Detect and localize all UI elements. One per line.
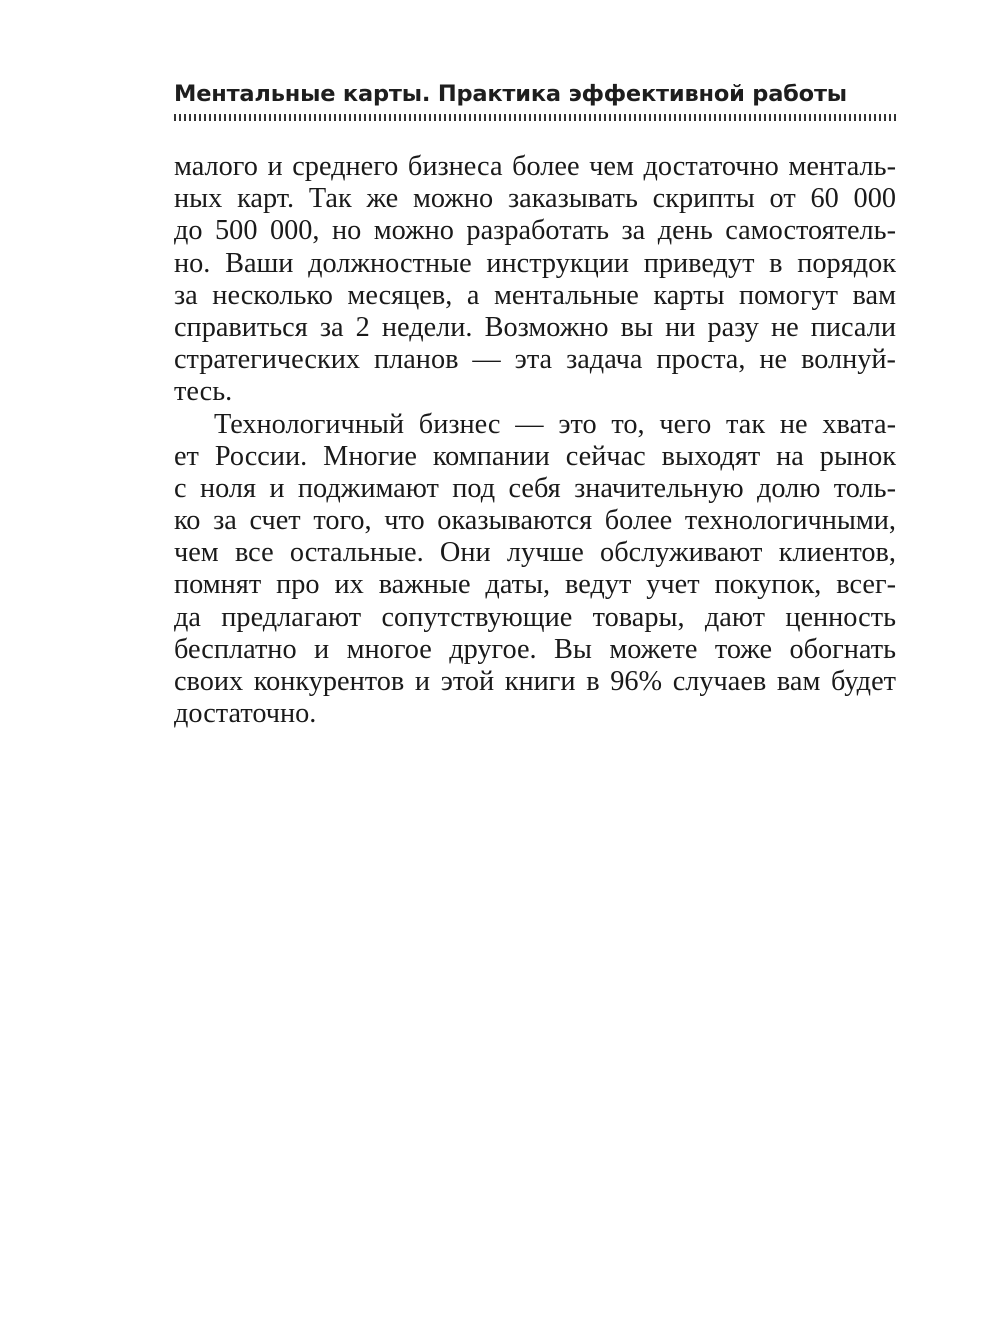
- text-line: помнят про их важные даты, ведут учет покупок, всег-: [174, 569, 896, 601]
- running-header: [174, 78, 896, 121]
- paragraph-2: [174, 409, 896, 731]
- text-line: да предлагают сопутствующие товары, дают ценность: [174, 601, 896, 633]
- text-line: достаточно.: [174, 698, 317, 730]
- text-line: до 500 000, но можно разработать за день самостоятель-: [174, 215, 896, 247]
- text-line: ко за счет того, что оказываются более технологичными,: [174, 505, 896, 537]
- text-line: чем все остальные. Они лучше обслуживают клиентов,: [174, 537, 896, 569]
- text-line: ет России. Многие компании сейчас выходят на рынок: [174, 440, 896, 472]
- text-line: с ноля и поджимают под себя значительную долю толь-: [174, 472, 896, 504]
- text-line: бесплатно и многое другое. Вы можете тоже обогнать: [174, 633, 896, 665]
- text-line: тесь.: [174, 376, 233, 408]
- text-line: стратегических планов — эта задача проста, не волнуй-: [174, 344, 896, 376]
- running-header-title: Ментальные карты. Практика эффективной работы: [174, 81, 847, 107]
- text-line: справиться за 2 недели. Возможно вы ни разу не писали: [174, 311, 896, 343]
- text-line: но. Ваши должностные инструкции приведут в порядок: [174, 247, 896, 279]
- text-line: малого и среднего бизнеса более чем достаточно менталь-: [174, 151, 896, 182]
- body-text: [174, 151, 896, 730]
- text-line: своих конкурентов и этой книги в 96% случаев вам будет: [174, 666, 896, 697]
- text-line: ных карт. Так же можно заказывать скрипты от 60 000: [174, 183, 896, 215]
- text-line: за несколько месяцев, а ментальные карты помогут вам: [174, 279, 896, 311]
- dotted-header-rule: [174, 114, 896, 121]
- paragraph-1: [174, 151, 896, 409]
- text-line: Технологичный бизнес — это то, чего так не хвата-: [214, 408, 896, 440]
